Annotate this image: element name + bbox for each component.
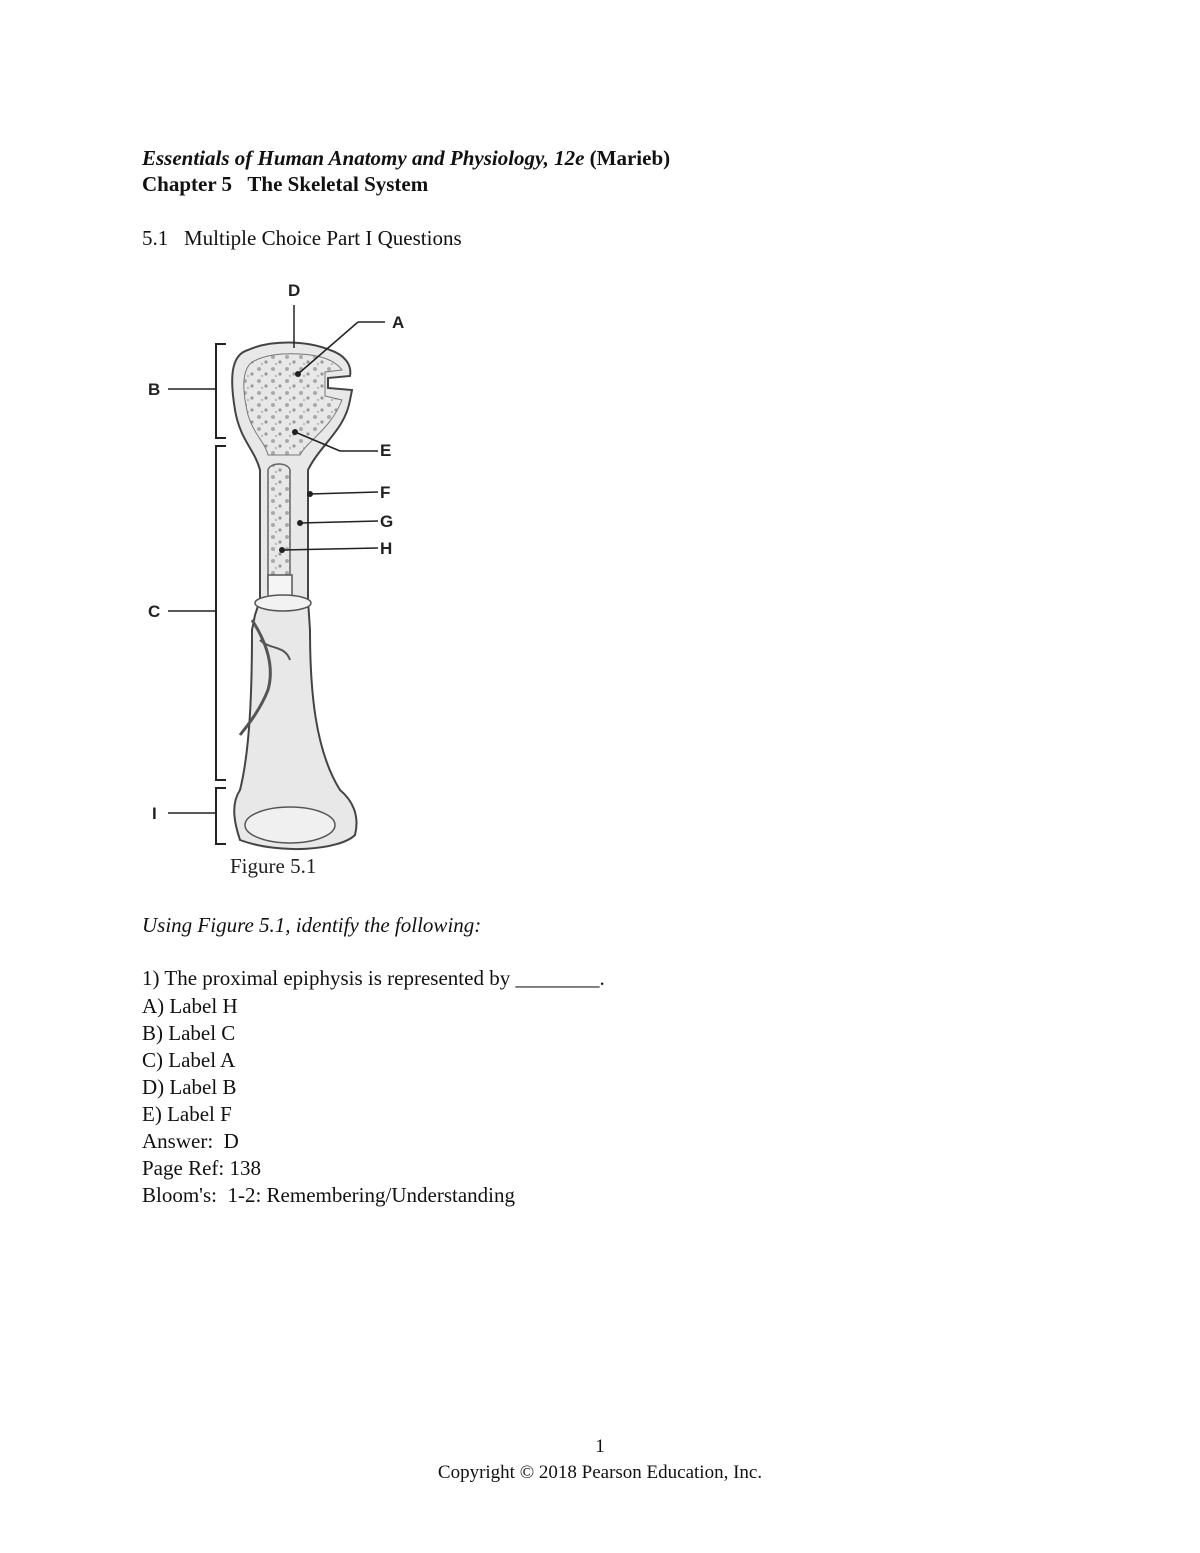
option-b: B) Label C: [142, 1021, 236, 1045]
distal-condyle: [245, 807, 335, 843]
book-title-line: [142, 145, 670, 171]
label-d: D: [288, 281, 301, 300]
option-d: D) Label B: [142, 1075, 237, 1099]
medullary-cavity: [268, 464, 290, 590]
label-a: A: [392, 313, 405, 332]
answer: Answer: D: [142, 1129, 239, 1153]
bone-figure: [130, 270, 440, 890]
copyright: Copyright © 2018 Pearson Education, Inc.: [437, 1462, 763, 1483]
option-a: A) Label H: [142, 994, 238, 1018]
question-stem: 1) The proximal epiphysis is represented by ________.: [142, 966, 605, 990]
figure-caption: Figure 5.1: [230, 854, 317, 878]
instruction: Using Figure 5.1, identify the following:: [142, 913, 482, 937]
option-e: E) Label F: [142, 1102, 232, 1126]
page-number: 1: [595, 1436, 605, 1457]
label-b: B: [148, 380, 161, 399]
blooms-level: Bloom's: 1-2: Remembering/Understanding: [142, 1183, 515, 1207]
option-c: C) Label A: [142, 1048, 236, 1072]
label-i: I: [152, 804, 157, 823]
label-c: C: [148, 602, 161, 621]
book-title: Essentials of Human Anatomy and Physiology, 12e: [142, 146, 585, 170]
label-h: H: [380, 539, 393, 558]
label-f: F: [380, 483, 391, 502]
section-title: 5.1 Multiple Choice Part I Questions: [142, 226, 462, 250]
label-e: E: [380, 441, 392, 460]
book-author: (Marieb): [589, 146, 671, 170]
chapter-title: Chapter 5 The Skeletal System: [142, 172, 429, 196]
page-ref: Page Ref: 138: [142, 1156, 261, 1180]
label-g: G: [380, 512, 394, 531]
cut-surface: [255, 595, 311, 611]
